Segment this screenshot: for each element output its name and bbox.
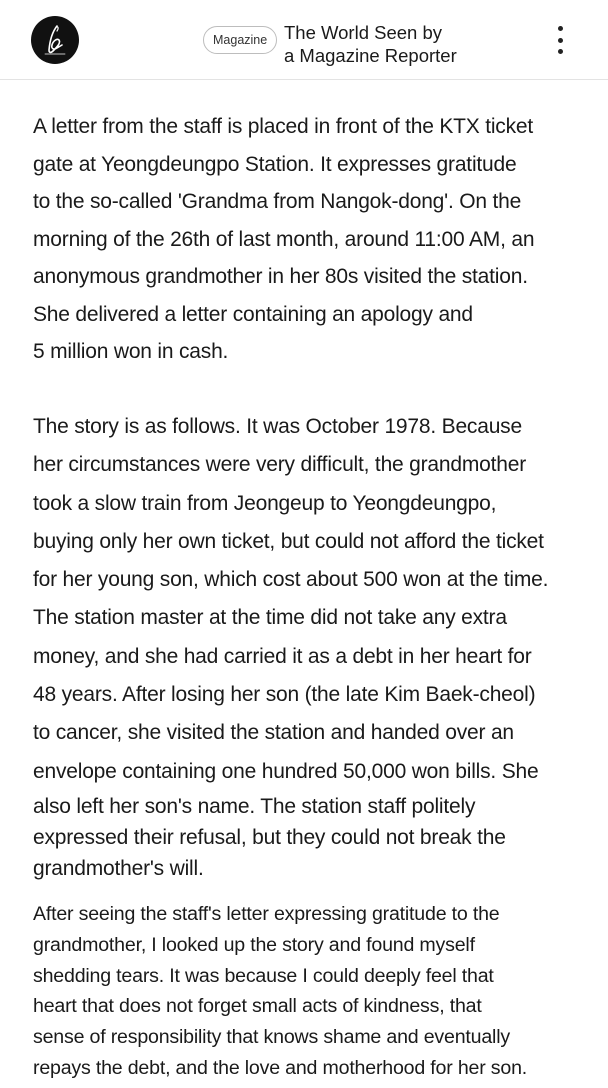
text-line: also left her son's name. The station staff politely (33, 794, 476, 818)
text-line: to the so-called 'Grandma from Nangok-dong'. On the (33, 190, 522, 213)
article-paragraph-3 (33, 899, 527, 1084)
text-line: took a slow train from Jeongeup to Yeongdeungpo, (33, 491, 497, 515)
text-line: buying only her own ticket, but could not afford the ticket (33, 529, 544, 553)
text-line: money, and she had carried it as a debt in her heart for (33, 644, 532, 668)
app-header (0, 0, 608, 80)
text-line: her circumstances were very difficult, the grandmother (33, 453, 527, 477)
text-line: for her young son, which cost about 500 won at the time. (33, 568, 549, 592)
text-line: shedding tears. It was because I could deeply feel that (33, 964, 494, 987)
article-paragraph-2 (33, 408, 548, 884)
text-line: 5 million won in cash. (33, 340, 229, 363)
magazine-badge[interactable]: Magazine (203, 26, 277, 54)
article-paragraph-1 (33, 108, 581, 371)
page-title-line-1: The World Seen by (284, 22, 443, 43)
page-title (284, 21, 524, 67)
text-line: The story is as follows. It was October 1978. Because (33, 415, 522, 438)
text-line: heart that does not forget small acts of kindness, that (33, 995, 482, 1018)
text-line: anonymous grandmother in her 80s visited the station. (33, 265, 528, 288)
signature-b-logo-icon (40, 23, 70, 57)
text-line: 48 years. After losing her son (the late Kim Baek-cheol) (33, 683, 536, 707)
text-line: grandmother's will. (33, 856, 204, 880)
text-line: The station master at the time did not take any extra (33, 606, 507, 630)
channel-logo[interactable] (31, 16, 79, 64)
text-line: to cancer, she visited the station and handed over an (33, 721, 514, 745)
text-line: gate at Yeongdeungpo Station. It expresses gratitude (33, 152, 517, 176)
text-line: A letter from the staff is placed in front of the KTX ticket (33, 115, 534, 138)
text-line: She delivered a letter containing an apology and (33, 302, 473, 326)
text-line: envelope containing one hundred 50,000 won bills. She (33, 759, 539, 783)
text-line: After seeing the staff's letter expressing gratitude to the (33, 903, 500, 925)
more-options-button[interactable] (548, 22, 572, 58)
page-title-line-2: a Magazine Reporter (284, 45, 457, 66)
text-line: morning of the 26th of last month, around 11:00 AM, an (33, 227, 535, 251)
article-body (33, 108, 581, 1079)
text-line: grandmother, I looked up the story and found myself (33, 933, 475, 956)
text-line: sense of responsibility that knows shame and eventually (33, 1026, 510, 1049)
text-line: repays the debt, and the love and motherhood for her son. (33, 1056, 528, 1079)
text-line: expressed their refusal, but they could not break the (33, 825, 506, 849)
